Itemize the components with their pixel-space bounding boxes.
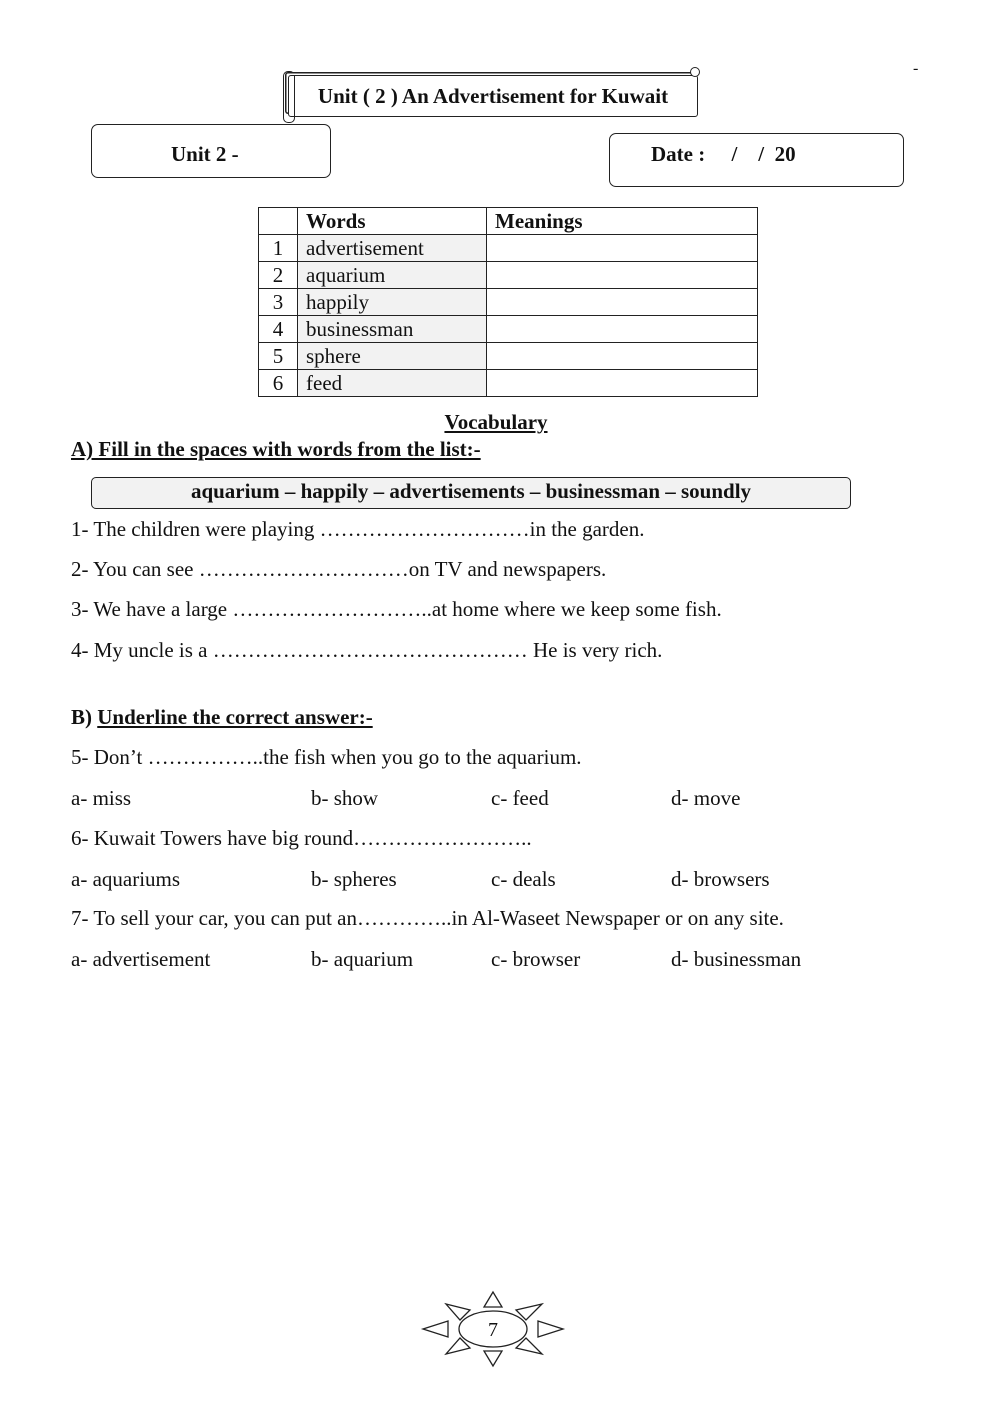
option-c[interactable]: c- feed [491,786,549,810]
section-b-heading [71,705,373,730]
page-title: Unit ( 2 ) An Advertisement for Kuwait [317,84,669,108]
table-row [259,370,758,397]
row-number: 3 [259,289,298,316]
date-box [609,133,904,187]
table-row [259,235,758,262]
fill-item-2: 2- You can see …………………………on TV and newspapers. [71,557,607,581]
table-row [259,343,758,370]
sun-ray-top [484,1292,502,1307]
unit-box [91,124,331,178]
option-b[interactable]: b- aquarium [311,947,414,971]
fill-item-1: 1- The children were playing …………………………in the garden. [71,517,645,541]
row-word: aquarium [298,262,487,289]
row-meaning[interactable] [487,316,758,343]
section-b-title: Underline the correct answer:- [97,705,373,729]
corner-mark: - [913,60,919,77]
table-header-num [259,208,298,235]
table-row [259,316,758,343]
vocabulary-heading: Vocabulary [444,410,548,434]
unit-label: Unit 2 - [171,142,239,166]
table-header-meanings: Meanings [487,208,758,235]
page-number: 7 [488,1319,498,1341]
question-7: 7- To sell your car, you can put an…………..in Al-Waseet Newspaper or on any site. [71,906,784,930]
row-number: 4 [259,316,298,343]
page-number-sun [420,1290,566,1368]
words-table [258,207,758,397]
row-word: advertisement [298,235,487,262]
question-6: 6- Kuwait Towers have big round…………………….. [71,826,532,850]
option-c[interactable]: c- deals [491,867,556,891]
row-word: sphere [298,343,487,370]
option-d[interactable]: d- move [671,786,741,810]
word-list: aquarium – happily – advertisements – businessman – soundly [190,479,752,503]
row-word: happily [298,289,487,316]
row-number: 2 [259,262,298,289]
option-d[interactable]: d- businessman [671,947,802,971]
fill-item-3: 3- We have a large ………………………..at home where we keep some fish. [71,597,722,621]
date-label: Date : / / 20 [651,142,796,166]
table-row [259,262,758,289]
title-banner [288,75,698,117]
option-d[interactable]: d- browsers [671,867,770,891]
option-a[interactable]: a- advertisement [71,947,211,971]
section-a-heading: A) Fill in the spaces with words from the list:- [71,437,481,461]
row-meaning[interactable] [487,370,758,397]
row-meaning[interactable] [487,289,758,316]
sun-ray-right [538,1321,563,1337]
scroll-curl-right [690,67,700,77]
row-meaning[interactable] [487,343,758,370]
row-number: 1 [259,235,298,262]
row-word: businessman [298,316,487,343]
row-number: 5 [259,343,298,370]
option-b[interactable]: b- spheres [311,867,397,891]
question-5: 5- Don’t ……………..the fish when you go to the aquarium. [71,745,582,769]
fill-item-4: 4- My uncle is a ……………………………………… He is very rich. [71,638,663,662]
table-row [259,289,758,316]
row-meaning[interactable] [487,235,758,262]
option-c[interactable]: c- browser [491,947,581,971]
option-a[interactable]: a- aquariums [71,867,181,891]
row-meaning[interactable] [487,262,758,289]
section-b-prefix: B) [71,705,98,729]
row-word: feed [298,370,487,397]
sun-ray-left [423,1321,448,1337]
option-a[interactable]: a- miss [71,786,132,810]
table-header-words: Words [298,208,487,235]
table-header-row [259,208,758,235]
row-number: 6 [259,370,298,397]
option-b[interactable]: b- show [311,786,379,810]
sun-ray-bottom [484,1351,502,1366]
word-list-box [91,477,851,509]
